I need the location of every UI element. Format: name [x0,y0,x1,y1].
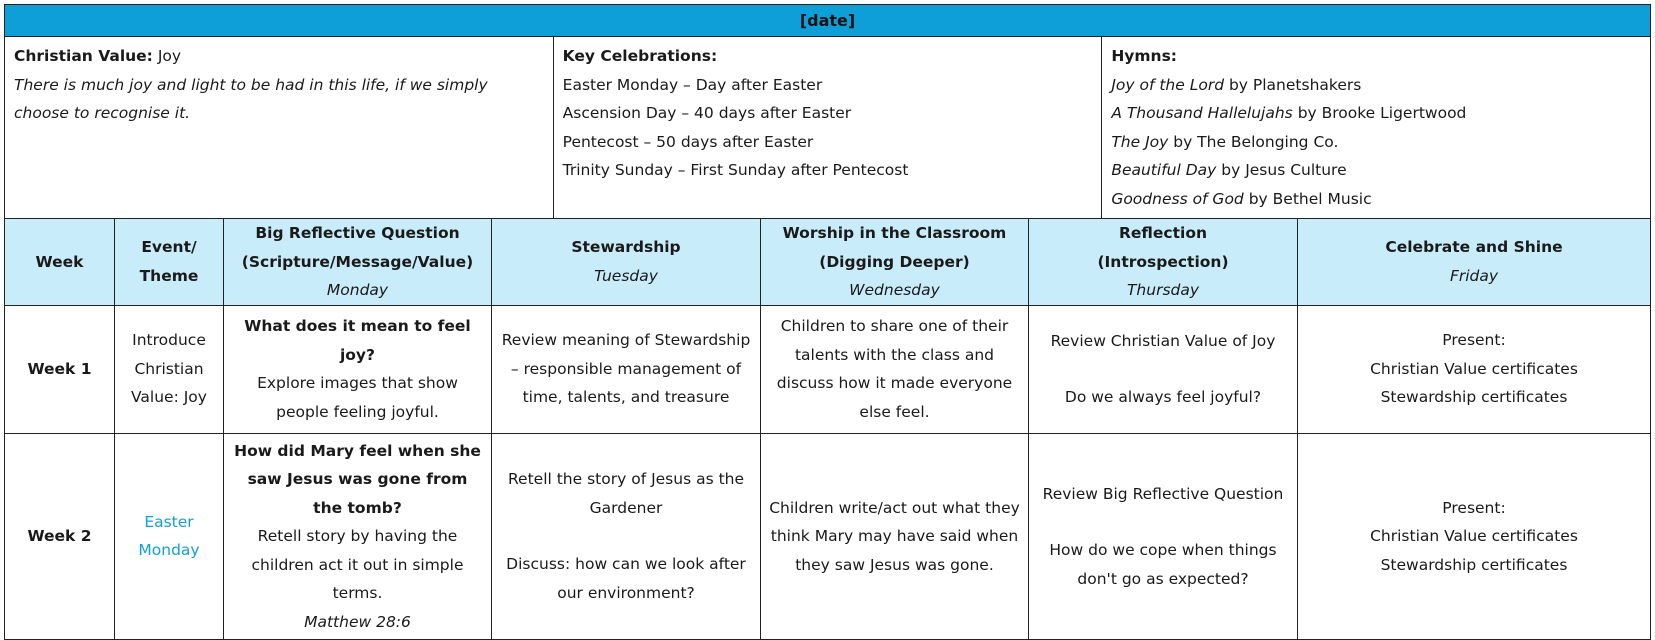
col-label: Celebrate and Shine [1385,238,1563,257]
col-event-theme[interactable] [115,219,224,306]
reflection-cell[interactable] [1029,433,1298,640]
scripture-reference: Matthew 28:6 [304,612,411,631]
planning-sheet [4,4,1651,640]
reflection-text: How do we cope when things don't go as expected? [1049,541,1277,588]
celebration-item: Trinity Sunday – First Sunday after Pentecost [562,161,909,179]
col-label: Theme [139,266,199,285]
col-label: Big Reflective Question [255,224,460,242]
header-table [4,4,1651,219]
col-label: Reflection [1118,224,1208,242]
key-celebrations-label: Key Celebrations: [562,47,718,65]
col-big-question[interactable] [224,219,492,306]
hymn-item [1111,156,1641,185]
col-label: (Digging Deeper) [819,252,970,271]
hymn-artist: by The Belonging Co. [1173,132,1339,151]
col-label: (Introspection) [1097,252,1229,271]
hymn-item [1111,71,1641,100]
week-cell[interactable]: Week 1 [5,305,115,433]
hymn-artist: by Jesus Culture [1221,161,1347,179]
reflection-text: Review Big Reflective Question [1042,484,1284,503]
celebration-item: Ascension Day – 40 days after Easter [562,104,852,122]
hymn-title: Joy of the Lord [1111,75,1225,94]
celebrate-text: Stewardship certificates [1380,555,1568,574]
col-label: Worship in the Classroom [782,224,1007,242]
key-celebrations-cell[interactable] [553,37,1102,219]
event-cell[interactable]: Introduce Christian Value: Joy [115,305,224,433]
table-row [5,305,1651,433]
christian-value: Joy [157,47,182,65]
week-cell[interactable]: Week 2 [5,433,115,640]
stewardship-cell[interactable] [492,433,761,640]
stewardship-cell[interactable]: Review meaning of Stewardship – responsible management of time, talents, and treasure [492,305,761,433]
christian-value-label: Christian Value: [14,47,153,65]
stewardship-text: Retell the story of Jesus as the Gardener [507,470,745,517]
col-worship[interactable] [761,219,1029,306]
col-label: (Scripture/Message/Value) [241,252,474,271]
reflection-text: Review Christian Value of Joy [1050,331,1276,350]
col-week[interactable]: Week [5,219,115,306]
hymn-title: Beautiful Day [1111,161,1217,179]
reflection-cell[interactable] [1029,305,1298,433]
column-header-row [5,219,1651,306]
hymn-item [1111,185,1641,214]
celebrate-text: Present: [1442,498,1506,517]
col-stewardship[interactable] [492,219,761,306]
celebrate-text: Christian Value certificates [1370,359,1578,378]
hymn-artist: by Bethel Music [1248,189,1372,208]
question-heading: How did Mary feel when she saw Jesus was gone from the tomb? [234,441,481,517]
col-reflection[interactable] [1029,219,1298,306]
date-header[interactable]: [date] [5,5,1651,37]
stewardship-text: Discuss: how can we look after our environment? [506,555,746,602]
col-label: Stewardship [571,238,681,257]
hymns-cell[interactable] [1102,37,1651,219]
col-day: Thursday [1126,281,1200,299]
col-celebrate[interactable] [1298,219,1651,306]
celebration-item: Pentecost – 50 days after Easter [562,132,814,151]
question-cell[interactable] [224,305,492,433]
hymn-artist: by Planetshakers [1228,75,1362,94]
reflection-text: Do we always feel joyful? [1064,388,1262,406]
col-day: Friday [1449,266,1499,285]
christian-value-cell[interactable] [5,37,554,219]
hymn-item [1111,99,1641,128]
worship-cell[interactable]: Children write/act out what they think Mary may have said when they saw Jesus was gone. [761,433,1029,640]
question-cell[interactable] [224,433,492,640]
question-text: Explore images that show people feeling joyful. [257,374,458,421]
celebrate-cell[interactable] [1298,433,1651,640]
col-day: Tuesday [594,266,658,285]
col-label: Event/ [141,238,197,257]
hymn-artist: by Brooke Ligertwood [1297,104,1467,122]
hymn-item [1111,128,1641,157]
question-heading: What does it mean to feel joy? [244,317,471,364]
celebrate-text: Present: [1442,331,1506,350]
hymn-title: Goodness of God [1111,189,1244,208]
event-cell[interactable]: Easter Monday [115,433,224,640]
col-day: Wednesday [849,281,940,299]
question-text: Retell story by having the children act it out in simple terms. [251,527,464,602]
celebration-item: Easter Monday – Day after Easter [562,75,823,94]
celebrate-text: Christian Value certificates [1370,527,1578,545]
christian-value-quote: There is much joy and light to be had in this life, if we simply choose to recognise it. [14,75,488,122]
hymns-label: Hymns: [1111,47,1177,65]
worship-cell[interactable]: Children to share one of their talents with the class and discuss how it made everyone else feel. [761,305,1029,433]
table-row [5,433,1651,640]
hymn-title: The Joy [1111,132,1169,151]
celebrate-cell[interactable] [1298,305,1651,433]
col-day: Monday [326,281,389,299]
celebrate-text: Stewardship certificates [1380,388,1568,407]
hymn-title: A Thousand Hallelujahs [1111,104,1293,122]
weekly-plan-table [4,218,1651,640]
